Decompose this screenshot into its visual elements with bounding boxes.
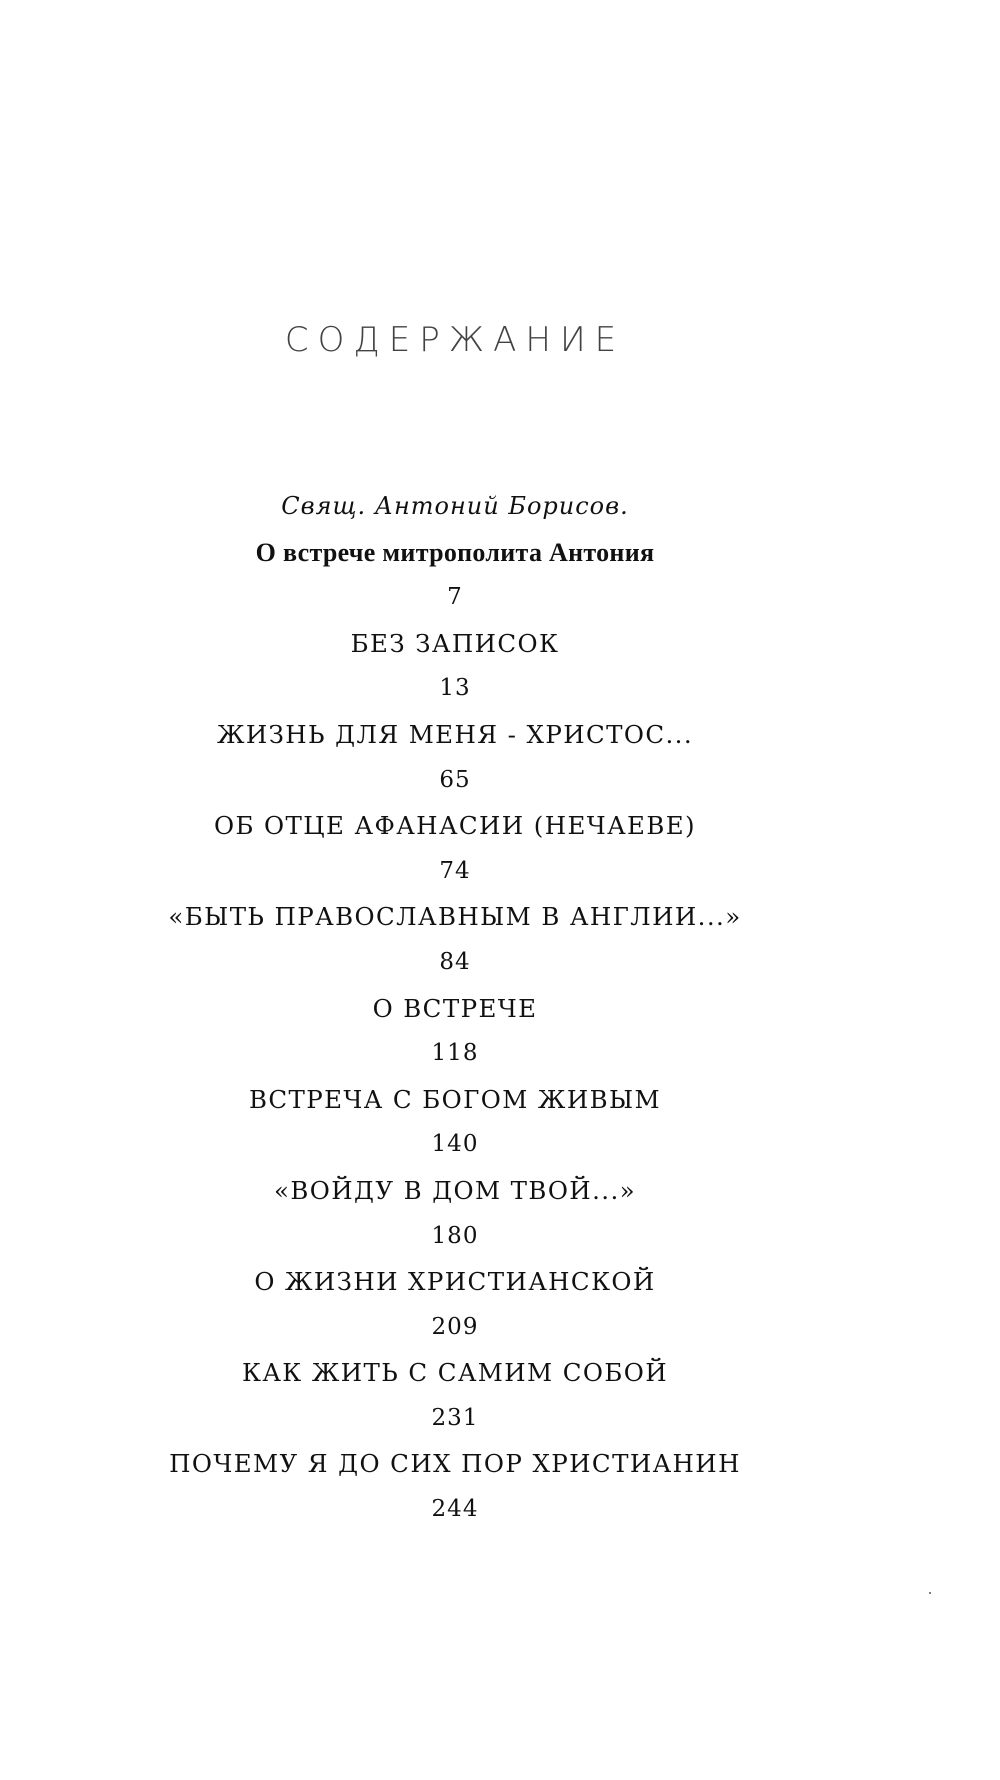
toc-entry-title: О встрече митрополита Антония bbox=[255, 537, 655, 567]
toc-entry-page: 118 bbox=[431, 1040, 479, 1067]
toc-entry-page: 74 bbox=[439, 857, 471, 884]
toc-entry-title: ВСТРЕЧА С БОГОМ ЖИВЫМ bbox=[248, 1084, 662, 1114]
toc-entry-page: 209 bbox=[431, 1313, 479, 1340]
table-of-contents bbox=[0, 484, 910, 1533]
toc-entry-title: ОБ ОТЦЕ АФАНАСИИ (НЕЧАЕВЕ) bbox=[213, 811, 696, 841]
page-title: СОДЕРЖАНИЕ bbox=[284, 320, 626, 360]
toc-entry-page: 65 bbox=[439, 766, 471, 793]
toc-entry-title: «ВОЙДУ В ДОМ ТВОЙ...» bbox=[273, 1175, 637, 1205]
toc-entry-page: 180 bbox=[431, 1222, 479, 1249]
toc-entry-page: 13 bbox=[439, 675, 471, 702]
toc-entry-author: Свящ. Антоний Борисов. bbox=[281, 492, 629, 520]
toc-entry-page: 7 bbox=[447, 584, 463, 611]
toc-entry-title: КАК ЖИТЬ С САМИМ СОБОЙ bbox=[241, 1358, 669, 1388]
toc-entry-title: ЖИЗНЬ ДЛЯ МЕНЯ - ХРИСТОС... bbox=[216, 719, 694, 749]
toc-entry-page: 140 bbox=[431, 1131, 479, 1158]
scan-speck bbox=[929, 1592, 931, 1594]
toc-entry-page: 84 bbox=[439, 948, 471, 975]
toc-entry-page: 244 bbox=[431, 1496, 479, 1523]
toc-entry-page: 231 bbox=[431, 1404, 479, 1431]
toc-entry-title: О ВСТРЕЧЕ bbox=[372, 993, 538, 1023]
toc-entry-title: «БЫТЬ ПРАВОСЛАВНЫМ В АНГЛИИ...» bbox=[168, 902, 742, 932]
toc-entry-title: О ЖИЗНИ ХРИСТИАНСКОЙ bbox=[254, 1267, 656, 1297]
toc-entry-title: ПОЧЕМУ Я ДО СИХ ПОР ХРИСТИАНИН bbox=[169, 1449, 741, 1479]
toc-entry-title: БЕЗ ЗАПИСОК bbox=[350, 628, 560, 658]
